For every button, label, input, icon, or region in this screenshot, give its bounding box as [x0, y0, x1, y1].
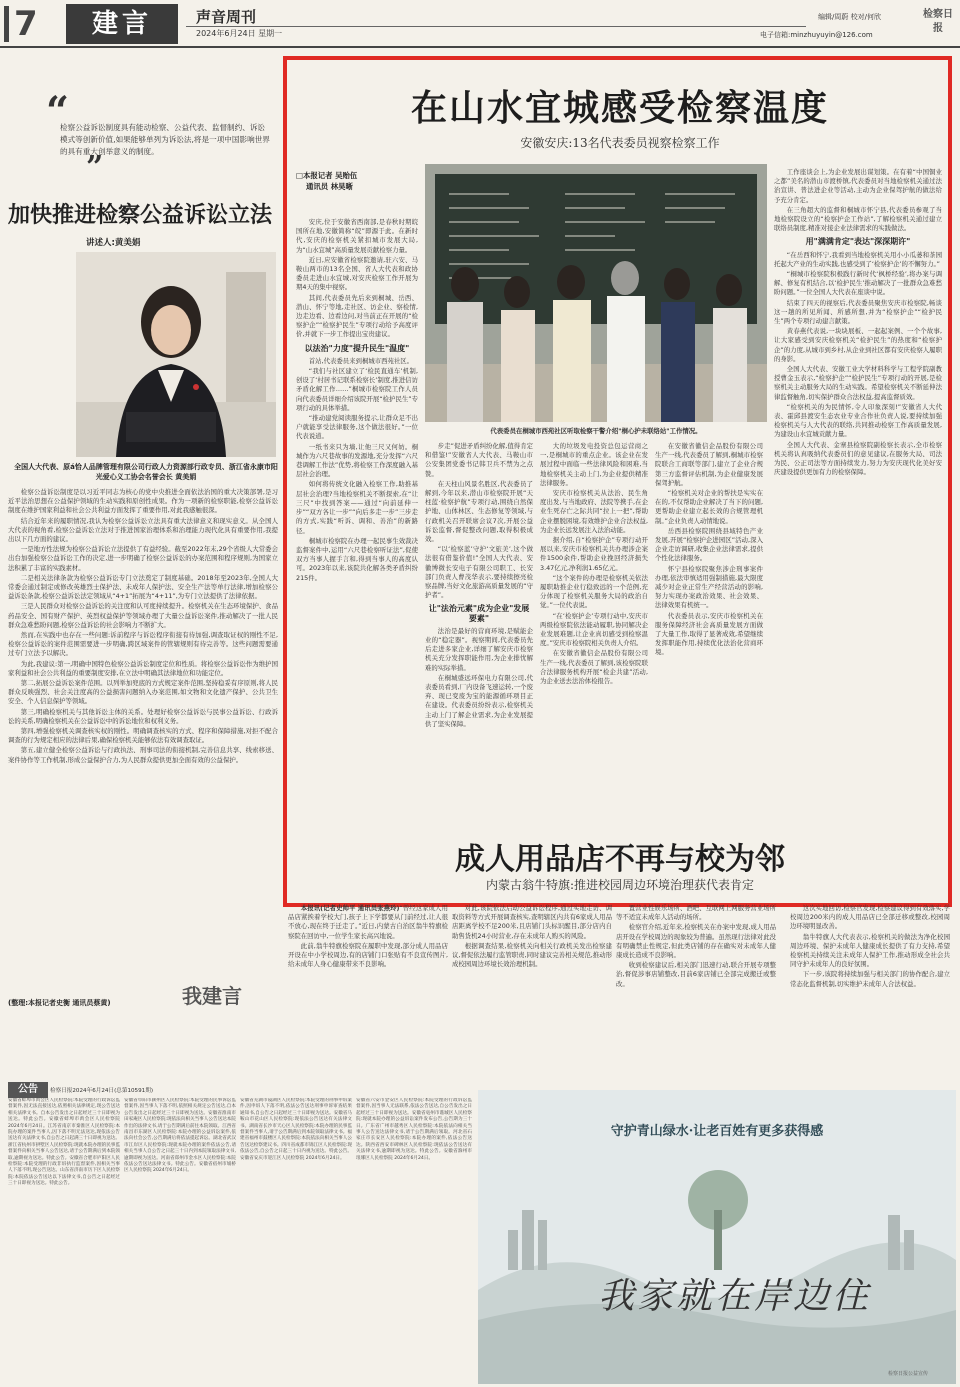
- subhead-3: 用"满满肯定"表达"深深期许": [805, 237, 911, 247]
- second-article-subtitle: 内蒙古翁牛特旗:推进校园周边环境治理获代表肯定: [485, 878, 755, 892]
- section-name: 建言: [66, 4, 178, 44]
- editors-credit: 编辑/周蔚 校对/何欣: [818, 13, 881, 21]
- portrait-photo: [76, 252, 276, 457]
- notice-column-2: 安徽省阜阳市颍州区人民检察院:本院受理的民事诉讼监督案件,因当事人下落不明,依照相关规定公告送达,自本公告发出之日起经过三十日即视为送达。安徽省淮南市田家庵区人民检察院:现依法向相关当事人公告送达本院作出的法律文书,请于公告期满后前往本院领取。江西省南昌市东湖区人民检察院:本院办理的公益诉讼案件,依法向社会公告,公告期满后将依法提起诉讼。湖北省武汉市江岸区人民检察院:现就本院办理的案件依法公告,请相关当事人自公告之日起三十日内到本院领取法律文书,逾期即视为送达。河南省郑州市金水区人民检察院:本院依法公告送达法律文书。特此公告。安徽省宿州市埇桥区人民检察院 2024年6月24日。: [124, 1098, 236, 1174]
- featured-column-5: 工作座谈会上,为企业发展出谋划策。在有着“中国铜业之都”美名的潜山市渡桥镇,代表委员对当地检察机关通过法治宣讲、普法进企业等活动,主动为企业保驾护航的做法给予充分肯定。 在三角超大的监督和桐城市怀宁县,代表委员参观了当地检察院设立的“检察护企工作站”,了解检察机关通过建立联络员制度,精准对接企业法律需求的实践做法。 用"满满肯定"表达"深深期许" “在岳西和怀宁,我看到当地检察机关用小小瓜蒌和茶园托起大产业的生动实践,也感受到了‘检察护企’的不懈努力。” “桐城市检察院积极践行新时代‘枫桥经验’,将办案与调解、修复有机结合,以‘检护民生’推动解决了一批群众急难愁盼问题。”一位全国人大代表在座谈中说。 结束了四天的视察后,代表委员聚焦安庆市检察院,畅谈这一趟的所见所闻、所感所想,并为“检察护企”“检护民生”两个专项行动建言献策。 黄春燕代表说,一块块展板、一起起案例、一个个故事,让大家感受到安庆检察机关“检护民生”的热度和“检察护企”的力度,从城市到乡村,从企业到社区都有安庆检察人履职的身影。 全国人大代表、安徽工业大学材料科学与工程学院副教授曹金玉表示,“检察护企”“检护民生”专项行动的开展,是检察机关主动服务大局的生动实践。希望检察机关不断延伸法律监督触角,切实保护群众合法权益,提高监督质效。 “检察机关的为民情怀,令人印象深刻!”安徽省人大代表、霍邱县渡安生态农业专业合作社负责人说,要持续加强检察机关与人大代表的联络,共同推动检察工作高质量发展,为建设山水宜城贡献力量。 全国人大代表、金寨县检察院副检察长表示,全市检察机关将认真吸纳代表委员们的意见建议,在服务大局、司法为民、公正司法等方面持续发力,努力为安庆现代化美好安庆建设提供更加有力的检察保障。: [774, 168, 942, 477]
- series-name: 声音周刊: [196, 8, 257, 26]
- ad-credit: 检察日报公益宣传: [888, 1371, 929, 1377]
- featured-photo: [425, 164, 767, 422]
- notice-column-3: 安徽省芜湖市镜湖区人民检察院:本院受理的刑事申诉案件,因申诉人下落不明,依法公告送达刑事申诉审查结果通知书,自公告之日起经过三十日即视为送达。安徽省马鞍山市花山区人民检察院:现依法公告送达有关法律文书。湖南省长沙市天心区人民检察院:本院办理的民事监督案件当事人,请于公告期满后到本院领取法律文书。福建省福州市鼓楼区人民检察院:本院依法向相关当事人公告送达检察建议书。四川省成都市锦江区人民检察院:现依法公告,自公告之日起三十日内视为送达。特此公告。安徽省安庆市迎江区人民检察院 2024年6月24日。: [240, 1098, 352, 1161]
- byline-reporter: □本报记者 吴贻伍: [296, 171, 358, 180]
- open-quote-icon: “: [46, 88, 70, 135]
- second-article-column-1: 本报讯(记者史帅平 通讯员张燕玲)“曾经这家成人用品店紧挨着学校大门,孩子上下学都要从门前经过,让人很不放心,现在终于迁走了。”近日,内蒙古自治区翁牛特旗检察院在回访中,一位学生家长高兴地说。 此前,翁牛特旗检察院在履职中发现,部分成人用品店开设在中小学校周边,有的店铺门口张贴有不良宣传图片,给未成年人身心健康带来不良影响。: [288, 904, 448, 969]
- issue-date: 2024年6月24日 星期一: [196, 29, 283, 38]
- featured-byline: [296, 170, 426, 192]
- header-rule: [0, 46, 960, 48]
- byline-correspondent: 通讯员 林昊晰: [306, 182, 353, 191]
- featured-column-3: 大的垃圾发电投资总包运营商之一,是桐城市的重点企业。该企业在发展过程中面临一些法律风险和困难,当地检察机关主动上门,为企业提供精准法律服务。 安庆市检察机关从法治、民生角度出发,与当地政府、法院等携手,在企业生死存亡之际共同“拉上一把”,帮助企业摆脱困境,有效维护企业合法权益,为企业长远发展注入法治动能。 据介绍,自“检察护企”专项行动开展以来,安庆市检察机关共办理涉企案件1500余件,帮助企业挽回经济损失3.47亿元,净利润1.65亿元。 “这个案件的办理是检察机关依法履职助推企业行稳致远的一个范例,充分体现了检察机关服务大局的政治自觉。”一位代表说。 “在‘检察护企’专项行动中,安庆市两级检察院依法能动履职,协同解决企业发展难题,让企业真切感受到检察温度。”安庆市检察院相关负责人介绍。 在安徽省徽信企品股份有限公司生产一线,代表委员了解到,该检察院联合法律服务机构开展“检企共建”活动,为企业送去法治体检报告。: [540, 442, 648, 686]
- ad-title: 守护青山绿水·让老百姓有更多获得感: [610, 1124, 824, 1139]
- second-article-byline: 本报讯(记者史帅平 通讯员张燕玲): [300, 904, 400, 912]
- notice-column-1: 安徽省蚌埠市禹会区人民检察院:本院受理的行政诉讼监督案件,因无法直接送达,依照相关法律规定,现公告送达相关法律文书。自本公告发出之日起经过三十日即视为送达。特此公告。安徽省蚌埠市禹会区人民检察院 2024年6月24日。江苏省南京市秦淮区人民检察院:本院办理的案件当事人,因下落不明无法送达,现依法公告送达有关法律文书,自公告之日起满三十日即视为送达。浙江省杭州市拱墅区人民检察院:现就本院办理的民事监督案件向相关当事人公告送达,请于公告期满后到本院领取,逾期视为送达。特此公告。安徽省合肥市庐阳区人民检察院:本院受理的行政非诉执行监督案件,因相关当事人下落不明,现公告送达。山东省济南市历下区人民检察院:本院依法公告送达以下法律文书,自公告之日起经过三十日即视为送达。特此公告。: [8, 1098, 120, 1187]
- featured-column-4: 在安徽省徽信企品股份有限公司生产一线,代表委员了解到,桐城市检察院联合工商联等部门,建立了企业合规第三方监督评估机制,为企业健康发展保驾护航。 “检察机关对企业的帮扶是实实在在的,不仅帮助企业解决了当下的问题,更帮助企业建立起长效的合规管理机制。”企业负责人动情地说。 岳西县检察院围绕县域特色产业发展,开展“检察护企进园区”活动,深入企业走访调研,收集企业法律需求,提供个性化法律服务。 怀宁县检察院聚焦涉企刑事案件办理,依法审慎适用强制措施,最大限度减少对企业正常生产经营活动的影响,努力实现办案政治效果、社会效果、法律效果有机统一。 代表委员表示,安庆市检察机关在服务保障经济社会高质量发展方面做了大量工作,取得了显著成效,希望继续发挥职能作用,持续优化法治化营商环境。: [655, 442, 763, 657]
- featured-article-subtitle: 安徽安庆:13名代表委员视察检察工作: [520, 136, 720, 150]
- newspaper-logo: 检察日报: [923, 9, 953, 34]
- ad-slogan: 我家就在岸边住: [598, 1276, 872, 1317]
- notice-column-4: 安徽省六安市金安区人民检察院:本院受理的行政诉讼监督案件,因当事人无法联系,依法公告送达,自公告发出之日起经过三十日即视为送达。安徽省亳州市谯城区人民检察院:现就本院办理的公益诉讼案件发布公告,公告期为三十日。广东省广州市越秀区人民检察院:本院依法向相关当事人公告送达法律文书,请于公告期满后领取。河北省石家庄市长安区人民检察院:本院办理的案件,依法公告送达。陕西省西安市碑林区人民检察院:现依法公告送达有关法律文书,逾期即视为送达。特此公告。安徽省滁州市琅琊区人民检察院 2024年6月24日。: [356, 1098, 472, 1161]
- left-speaker: 讲述人:黄美娟: [86, 238, 141, 248]
- notice-heading: 公告: [8, 1082, 48, 1098]
- column-label: 我建言: [182, 984, 242, 1008]
- subhead-1: 以法治"力度"提升民生"温度": [304, 343, 410, 353]
- second-article-title: 成人用品店不再与校为邻: [455, 842, 785, 877]
- page-number: 7: [14, 4, 38, 44]
- pull-quote: 检察公益诉讼制度具有能动检察、公益代表、监督制约、诉讼模式等创新价值,如果能够单列为诉讼法,将是一项中国影响世界的具有重大创举意义的制度。: [60, 123, 270, 156]
- left-article-body: 检察公益诉讼制度是以习近平同志为核心的党中央推进全面依法治国的重大决策部署,是习近平法治思想在公益保护领域的生动实践和原创性成果。作为一项新的检察职能,检察公益诉讼制度在维护国家利益和社会公共利益方面发挥了重要作用,对此我感触很深。 结合近年来的履职情况,我认为检察公益诉讼立法具有重大法律意义和现实意义。从全国人大代表的视角看,检察公益诉讼立法对于推进国家治理体系和治理能力现代化具有重要作用,我提出以下几方面的建议。 一是地方性法规为检察公益诉讼立法提供了有益经验。截至2022年末,29个省级人大常委会出台加强检察公益诉讼工作的决定,进一步明确了检察公益诉讼的办案范围和程序规则,为国家立法积累了丰富的实践素材。 二是相关法律条款为检察公益诉讼专门立法奠定了制度基础。2018年至2023年,全国人大常委会通过制定或修改英雄烈士保护法、未成年人保护法、安全生产法等单行法律,增加检察公益诉讼条款,检察公益诉讼法定领域从“4+1”拓展为“4+11”,为专门立法提供了法律依据。 三是人民群众对检察公益诉讼的关注度和认可度持续提升。检察机关在生态环境保护、食品药品安全、国有财产保护、英烈权益保护等领域办理了大量公益诉讼案件,推动解决了一批人民群众急难愁盼问题,检察公益诉讼的社会影响力不断扩大。 然而,在实践中也存在一些问题:诉前程序与诉讼程序衔接有待加强,调查取证权的刚性不足,检察公益诉讼的案件范围需要进一步明确,跨区域案件的管辖规则有待完善等。这些问题需要通过专门立法予以解决。 为此,我建议:第一,明确中国特色检察公益诉讼制度定位和性质。将检察公益诉讼作为维护国家利益和社会公共利益的重要制度安排,在立法中明确其法律地位和功能定位。 第二,拓展公益诉讼案件范围。以列举加兜底的方式规定案件范围,坚持稳妥有序原则,将人民群众反映强烈、社会关注度高的公益损害问题纳入办案范围,如文物和文化遗产保护、公共卫生安全、个人信息保护等领域。 第三,明确检察机关与其他诉讼主体的关系。处理好检察公益诉讼与民事公益诉讼、行政诉讼的关系,明确检察机关在公益诉讼中的诉讼地位和权利义务。 第四,增强检察机关调查核实权的刚性。明确调查核实的方式、程序和保障措施,对拒不配合调查的行为规定相应的法律后果,确保检察机关能够依法有效调查取证。 第五,建立健全检察公益诉讼与行政执法、刑事司法的衔接机制,完善信息共享、线索移送、案件协作等工作机制,形成公益保护合力,为人民群众提供更加全面有效的公益保护。: [8, 488, 278, 764]
- editor-email[interactable]: 电子信箱:minzhuyuyin@126.com: [760, 31, 873, 39]
- second-article-column-3: 置营业性娱乐场所、酒吧、互联网上网服务营业场所等不适宜未成年人活动的场所。 检察官介绍,近年来,检察机关在办案中发现,成人用品店开设在学校周边的现象较为普遍。虽然现行法律对此没有明确禁止性规定,但此类店铺的存在确实对未成年人健康成长造成不良影响。 收到检察建议后,相关部门迅速行动,联合开展专项整治,督促涉事店铺整改,目前6家店铺已全部完成搬迁或整改。: [616, 904, 776, 988]
- close-quote-icon: ”: [86, 150, 104, 185]
- public-service-ad: [478, 1090, 956, 1384]
- left-note: (整理:本报记者史衡 通讯员蔡黄): [8, 999, 111, 1007]
- featured-column-1: 安庆,位于安徽省西南部,是春秋时期皖国所在地,安徽简称“皖”即源于此。在新时代,安庆的检察机关紧扣城市发展大局,为“山水宜城”高质量发展贡献检察力量。 近日,应安徽省检察院邀请,驻六安、马鞍山两市的13名全国、省人大代表和政协委员走进山水宜城,对安庆检察工作开展为期4天的集中视察。 其间,代表委员先后来到桐城、岳西、潜山、怀宁等地,走社区、访企业、察检情,边走边看、边看边问,对当前正在开展的“检察护企”“检察护民生”专项行动给予高度评价,并就下一步工作提出宝贵建议。 以法治"力度"提升民生"温度" 首站,代表委员来到桐城市西苑社区。 “我们与社区建立了‘检民直通车’机制,创设了‘村居书记联系检察长’制度,推进信访矛盾化解工作……”桐城市检察院工作人员向代表委员详细介绍该院开展“检护民生”专项行动的具体举措。 “推动建党阅读服务提示,让群众足不出户就能享受法律服务,这个做法很好。”一位代表说道。 一纸书来只为墙,让他三尺又何妨。桐城作为六尺巷故事的发源地,充分发挥“六尺巷调解工作法”优势,将检察工作深度融入基层社会治理。 如何将传统文化融入检察工作,助推基层社会治理?当地检察机关不断探索,在“让三尺”中找到答案——通过“向前延伸一步”“双方各让一步”“向后多走一步”三步走的方式,实践“听诉、调和、善治”的新路径。 桐城市检察院在办理一起民事生效裁决监督案件中,运用“六尺巷检察听证法”,促使双方当事人握手言和,得到当事人的高度认可。2023年以来,该院共化解各类矛盾纠纷215件。: [296, 218, 418, 582]
- notice-issue-number: 检察日报2024年6月24日(总第10591期): [50, 1088, 154, 1094]
- portrait-caption: 全国人大代表、原á恰人品牌管理有限公司行政人力资源部行政专员、浙江省永康市阳光爱心义工协会名誉会长 黄美娟: [14, 463, 278, 481]
- subhead-2: 让"法治元素"成为企业"发展要素": [428, 604, 530, 623]
- left-article-title: 加快推进检察公益诉讼立法: [8, 202, 273, 228]
- second-article-column-4: 这次实地回访,检察官发现,检察建议得到有效落实,学校周边200米内的成人用品店已全部迁移或整改,校园周边环境明显改善。 翁牛特旗人大代表表示,检察机关的做法为净化校园周边环境、保护未成年人健康成长提供了有力支持,希望检察机关持续关注未成年人保护工作,推动形成全社会共同守护未成年人的良好氛围。 下一步,该院将持续加强与相关部门的协作配合,建立常态化监督机制,切实维护未成年人合法权益。: [790, 904, 950, 988]
- second-article-column-2: 对此,该院依法启动公益诉讼程序,通过实地走访、调取资料等方式开展调查核实,查明辖区内共有6家成人用品店距离学校不足200米,且店铺门头标识醒目,部分店内自助售货机24小时营业,存在未成年人购买的风险。 根据调查结果,检察机关向相关行政机关发出检察建议,督促依法履行监管职责,同时建议完善相关规范,推动形成校园周边环境长效治理机制。: [452, 904, 612, 969]
- header-divider: [186, 26, 806, 27]
- featured-column-2: 步走”促进矛盾纠纷化解,值得肯定和借鉴!”安徽省人大代表、马鞍山市公安集团党委书记韩卫兵不禁为之点赞。 在天柱山风景名胜区,代表委员了解到,今年以来,潜山市检察院开展“天柱蓝·检察护航”专项行动,围绕自然保护地、山体林区、生态修复等领域,与行政机关召开联席会议7次,开展公益诉讼监督,督促整改问题,取得积极成效。 “以‘检察蓝’守护‘文旅美’,这个做法很有借鉴价值!”全国人大代表、安徽博微长安电子有限公司职工、长安部门负责人曹茂华表示,要持续擦亮检察品牌,当好文化旅游高质量发展的“守护者”。 让"法治元素"成为企业"发展要素" 法治是最好的营商环境,是赋能企业的“稳定器”。视察期间,代表委员先后走进多家企业,详细了解安庆市检察机关充分发挥职能作用,为企业排忧解难的实际举措。 在桐城盛远环保电力有限公司,代表委员看到,厂内设备飞速运转,一个废弃、现已变废为宝的能源循环项目正在建设。代表委员纷纷表示,检察机关主动上门了解企业需求,为企业发展提供了坚实保障。: [425, 442, 533, 728]
- photo-caption: 代表委员在桐城市西苑社区听取检察干警介绍"桐心护未联络站"工作情况。: [490, 427, 702, 435]
- featured-article-title: 在山水宜城感受检察温度: [410, 87, 829, 129]
